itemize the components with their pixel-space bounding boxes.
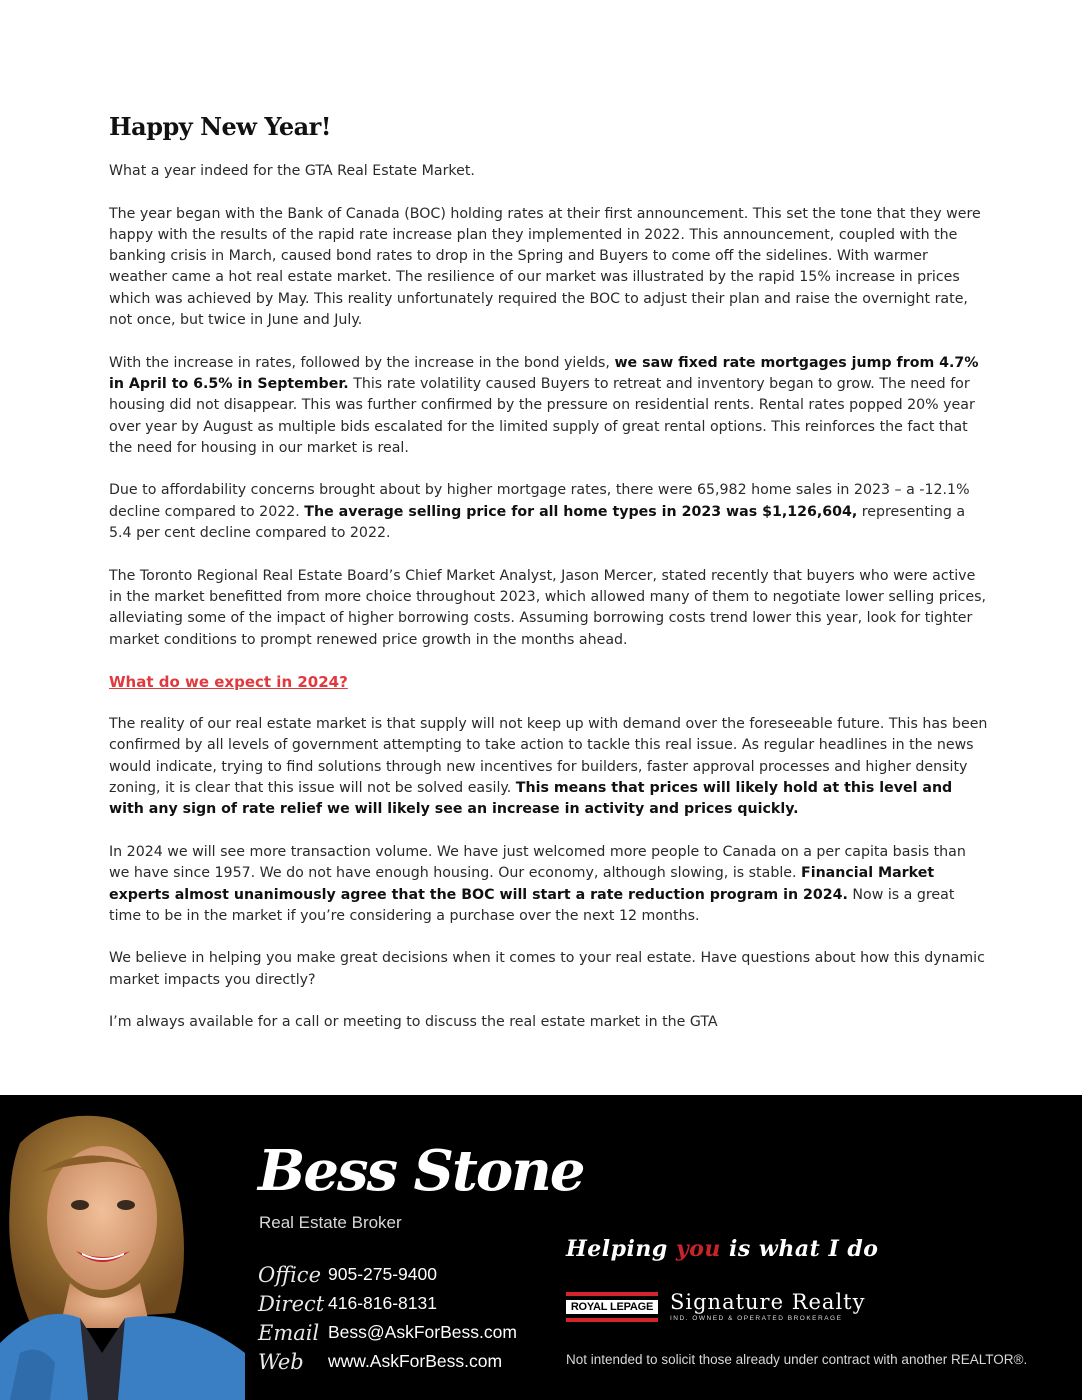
agent-footer (0, 1095, 1082, 1400)
royal-lepage-text: ROYAL LEPAGE (566, 1300, 658, 1314)
tagline-a: Helping (566, 1236, 676, 1262)
paragraph-available: I’m always available for a call or meeting to discuss the real estate market in the GTA (109, 1014, 718, 1031)
agent-role: Real Estate Broker (259, 1213, 402, 1232)
brokerage-subtitle: IND. OWNED & OPERATED BROKERAGE (670, 1315, 843, 1322)
office-phone[interactable]: 905-275-9400 (328, 1264, 437, 1284)
paragraph-year-began: The year began with the Bank of Canada (BOC) holding rates at their first announcement. This set the tone that they were happy with the results of the rapid rate increase plan they implemented in 2022. This announcement, coupled with the banking crisis in March, caused bond rates to drop in the Spring and Buyers to come off the sidelines. With warmer weather came a hot real estate market. The resilience of our market was illustrated by the rapid 15% increase in prices which was achieved by May. This reality unfortunately required the BOC to adjust their plan and raise the overnight rate, not once, but twice in June and July. (109, 205, 981, 329)
tagline-you: you (675, 1236, 721, 1262)
p4-bold: The average selling price for all home types in 2023 was $1,126,604, (304, 503, 858, 520)
tagline (566, 1236, 878, 1262)
direct-phone[interactable]: 416-816-8131 (328, 1293, 437, 1313)
p4-text-a: Due to affordability concerns brought about by higher mortgage rates, there were 65,982 home sales in 2023 – a -12.1% decline compared to 2022. (109, 482, 970, 520)
subheading-2024: What do we expect in 2024? (109, 673, 348, 692)
p3-text-a: With the increase in rates, followed by the increase in the bond yields, (109, 354, 615, 371)
p7-bold: Financial Market experts almost unanimously agree that the BOC will start a rate reduction program in 2024. (109, 865, 935, 903)
contact-email (258, 1318, 548, 1347)
contact-label-email: Email (258, 1320, 320, 1345)
royal-lepage-logo-icon (566, 1292, 658, 1322)
paragraph-help: We believe in helping you make great decisions when it comes to your real estate. Have questions about how this dynamic market impacts you directly? (109, 950, 985, 988)
contact-label-web: Web (258, 1349, 304, 1374)
contact-label-direct: Direct (258, 1291, 325, 1316)
brokerage-name-block (670, 1291, 865, 1322)
email-link[interactable]: Bess@AskForBess.com (328, 1322, 517, 1342)
p7-text-c: Now is a great time to be in the market if you’re considering a purchase over the next 12 months. (109, 886, 955, 924)
p6-text-a: The reality of our real estate market is that supply will not keep up with demand over the foreseeable future. This has been confirmed by all levels of government attempting to take action to tackle this real issue. As regular headlines in the news would indicate, trying to find solutions through new incentives for builders, faster approval processes and higher density zoning, it is clear that this issue will not be solved easily. (109, 716, 988, 797)
brokerage-logo (566, 1291, 865, 1322)
contact-direct (258, 1289, 548, 1318)
contact-web (258, 1347, 548, 1376)
paragraph-affordability (109, 480, 989, 544)
tagline-c: is what I do (720, 1236, 879, 1262)
agent-name: Bess Stone (258, 1138, 584, 1204)
contact-list (258, 1260, 548, 1376)
p7-text-a: In 2024 we will see more transaction volume. We have just welcomed more people to Canada on a per capita basis than we have since 1957. We do not have enough housing. Our economy, although slowing, is stable. (109, 843, 966, 882)
paragraph-rates (109, 353, 989, 459)
disclaimer: Not intended to solicit those already under contract with another REALTOR®. (566, 1352, 1028, 1367)
contact-office (258, 1260, 548, 1289)
agent-photo (0, 1113, 245, 1400)
brokerage-name: Signature Realty (670, 1290, 866, 1314)
paragraph-trreb: The Toronto Regional Real Estate Board’s Chief Market Analyst, Jason Mercer, stated recently that buyers who were active in the market benefitted from more choice throughout 2023, which allowed many of them to negotiate lower selling prices, alleviating some of the impact of higher borrowing costs. Assuming borrowing costs trend lower this year, look for tighter market conditions to prompt renewed price growth in the months ahead. (109, 567, 986, 648)
paragraph-2024-volume (109, 842, 989, 927)
contact-label-office: Office (258, 1262, 321, 1287)
p3-text-c: This rate volatility caused Buyers to retreat and inventory began to grow. The need for housing did not disappear. This was further confirmed by the pressure on residential rents. Rental rates popped 20% year over year by August as multiple bids escalated for the limited supply of great rental options. This reinforces the fact that the need for housing in our market is real. (109, 375, 975, 456)
paragraph-supply (109, 714, 989, 820)
letter-body (109, 112, 989, 1055)
p3-bold: we saw fixed rate mortgages jump from 4.7% in April to 6.5% in September. (109, 354, 979, 392)
web-link[interactable]: www.AskForBess.com (328, 1351, 503, 1371)
letter-title: Happy New Year! (109, 112, 331, 141)
paragraph-intro: What a year indeed for the GTA Real Estate Market. (109, 163, 475, 179)
p4-text-c: representing a 5.4 per cent decline compared to 2022. (109, 503, 966, 542)
agent-portrait-icon (0, 1113, 245, 1400)
p6-bold: This means that prices will likely hold at this level and with any sign of rate relief we will likely see an increase in activity and prices quickly. (109, 780, 953, 818)
